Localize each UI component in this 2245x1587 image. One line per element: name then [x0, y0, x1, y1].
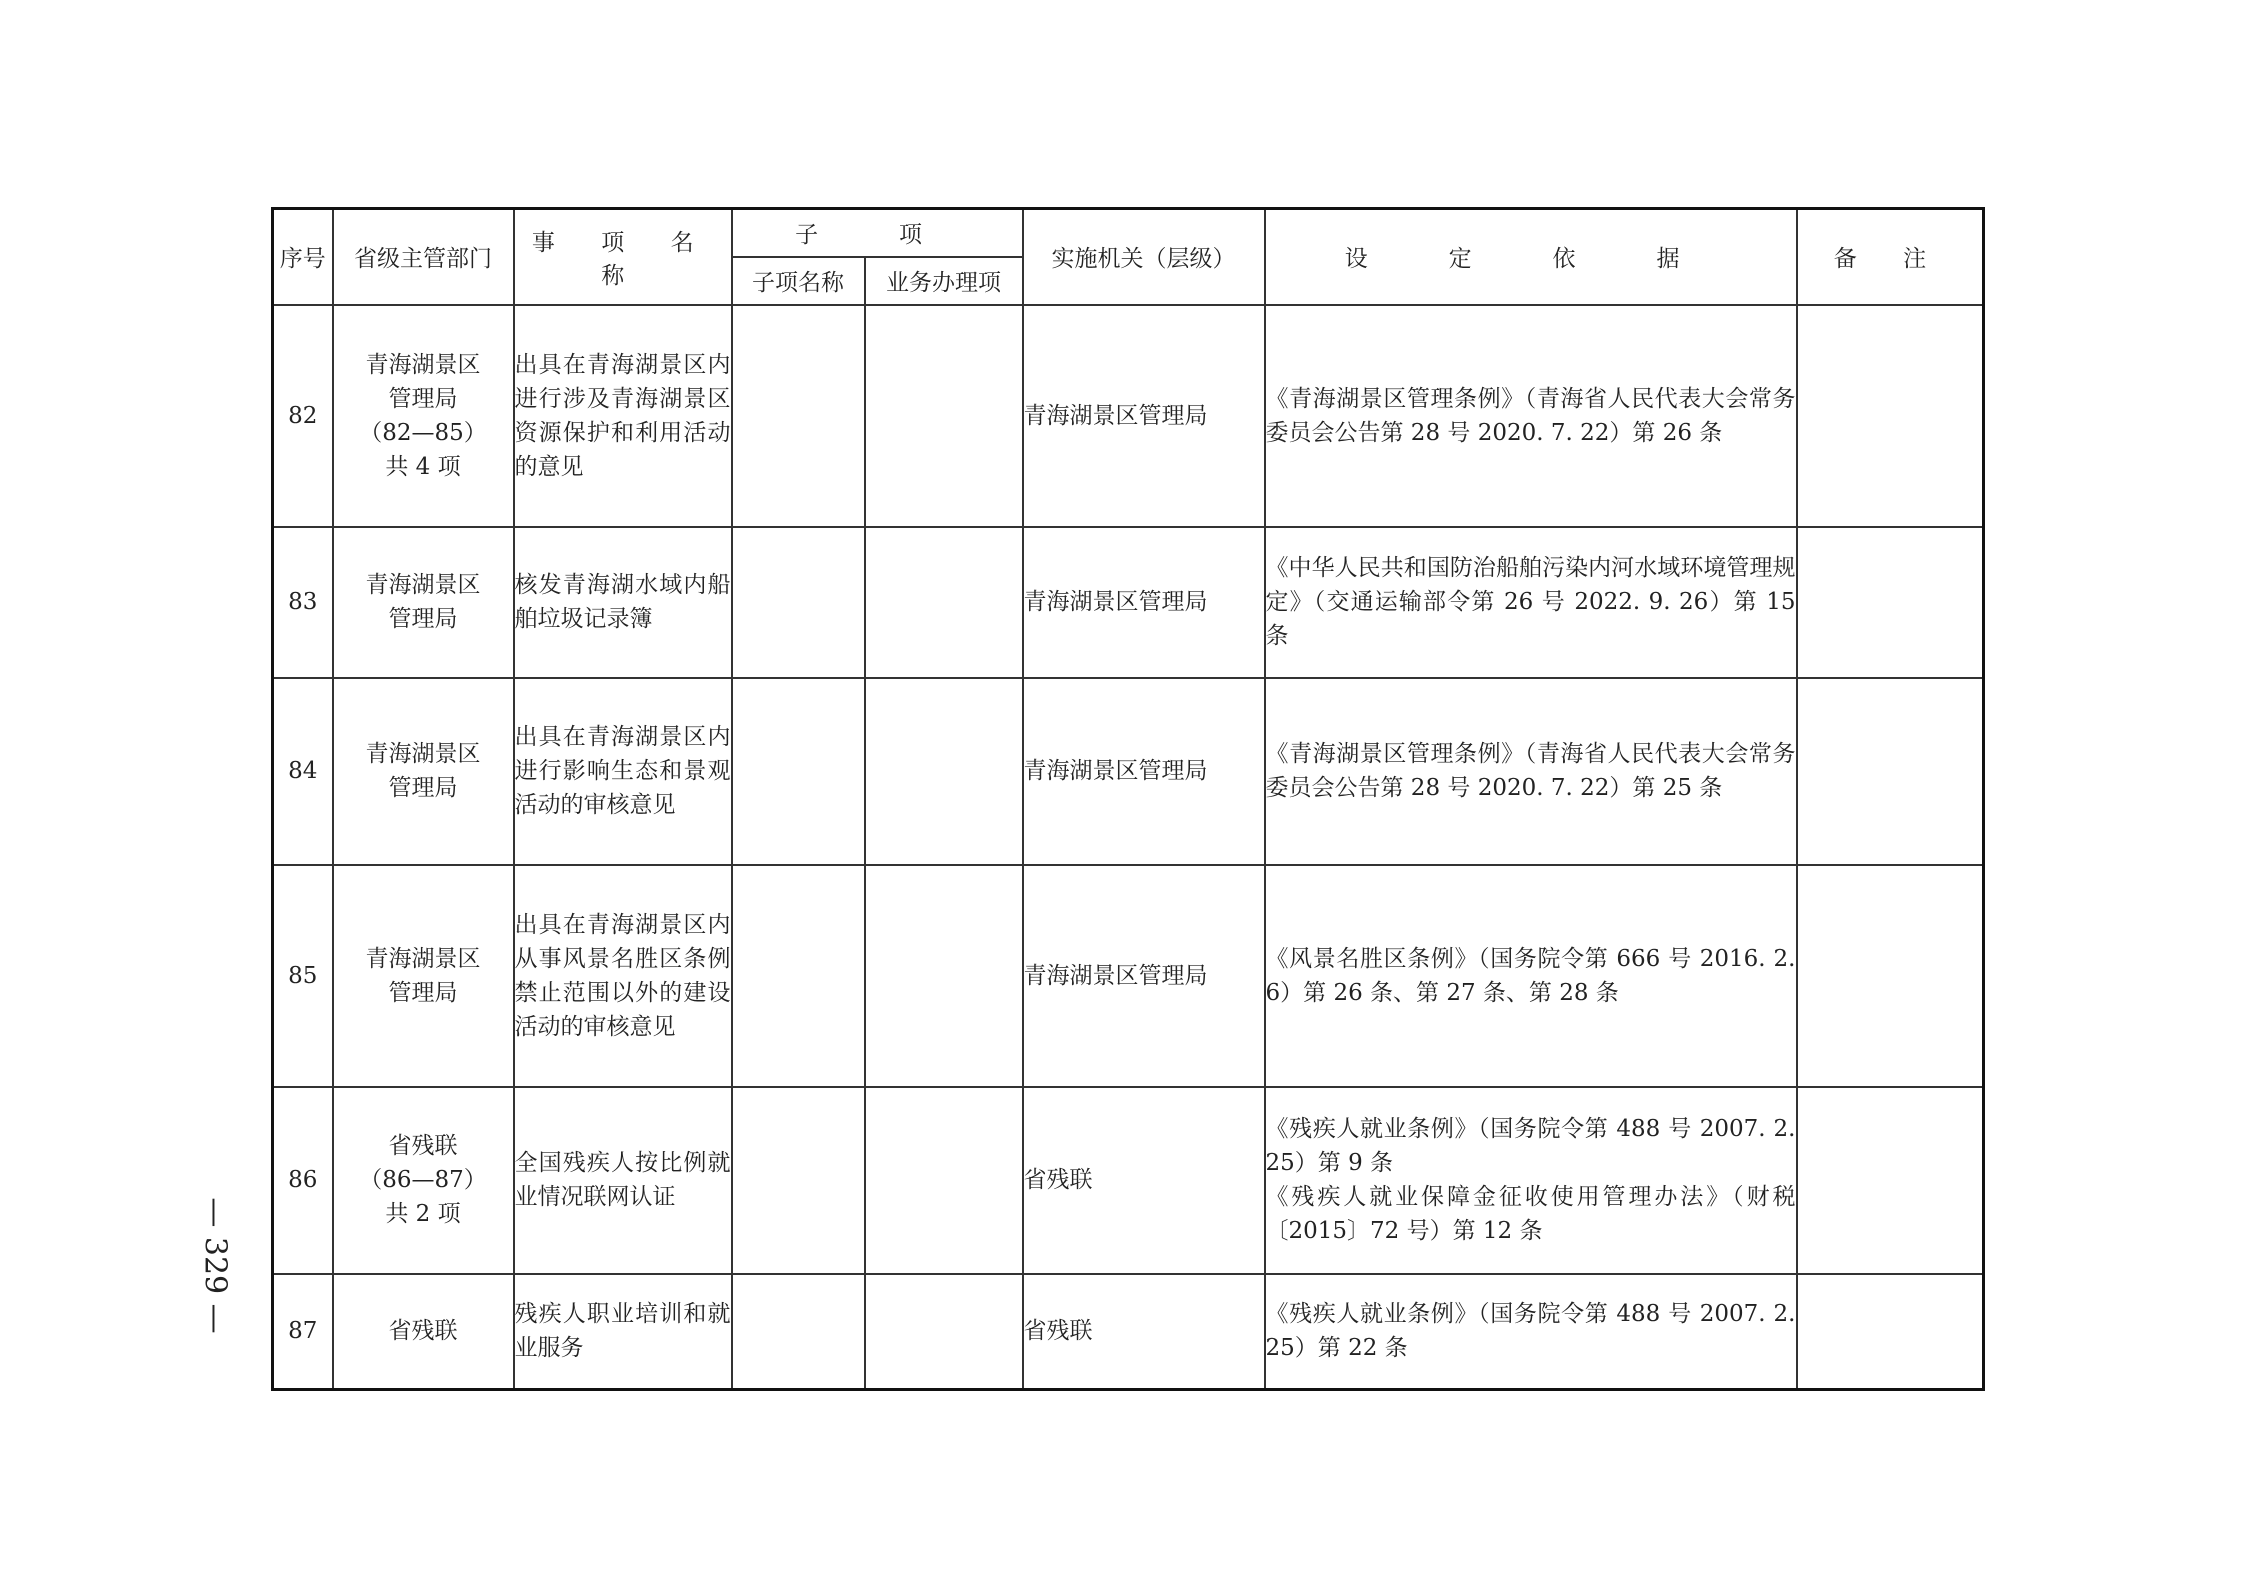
header-sub-business: 业务办理项 — [865, 257, 1023, 305]
sub-item-name — [732, 527, 865, 678]
department-line: 青海湖景区 — [365, 351, 481, 378]
header-dept: 省级主管部门 — [333, 209, 514, 305]
header-remark: 备 注 — [1797, 209, 1984, 305]
department-cell — [333, 305, 514, 527]
remark-cell — [1797, 1087, 1984, 1274]
sub-item-business — [865, 865, 1023, 1087]
legal-basis-line: 《残疾人就业条例》（国务院令第 488 号 2007. 2. 25）第 22 条 — [1265, 1301, 1796, 1362]
remark-cell — [1797, 678, 1984, 865]
item-name: 出具在青海湖景区内从事风景名胜区条例禁止范围以外的建设活动的审核意见 — [514, 865, 732, 1087]
table-row — [273, 1274, 1984, 1390]
row-number: 83 — [273, 527, 333, 678]
sub-item-name — [732, 1274, 865, 1390]
implementing-agency: 青海湖景区管理局 — [1023, 865, 1265, 1087]
item-name: 全国残疾人按比例就业情况联网认证 — [514, 1087, 732, 1274]
department-line: 共 4 项 — [385, 453, 461, 480]
legal-basis-line: 《青海湖景区管理条例》（青海省人民代表大会常务委员会公告第 28 号 2020. 7. 22）第 25 条 — [1265, 741, 1796, 801]
department-line: 管理局 — [388, 385, 458, 412]
item-name: 出具在青海湖景区内进行影响生态和景观活动的审核意见 — [514, 678, 732, 865]
remark-cell — [1797, 1274, 1984, 1390]
table-row — [273, 1087, 1984, 1274]
department-line: 管理局 — [388, 606, 458, 632]
department-line: 管理局 — [388, 979, 458, 1006]
records-table — [271, 207, 1985, 1391]
header-sub: 子 项 — [732, 209, 1023, 257]
department-line: 省残联 — [388, 1318, 458, 1345]
department-line: 青海湖景区 — [365, 945, 481, 972]
department-line: 青海湖景区 — [365, 572, 481, 598]
legal-basis — [1265, 1274, 1797, 1390]
header-agency: 实施机关（层级） — [1023, 209, 1265, 305]
sub-item-name — [732, 678, 865, 865]
table-row — [273, 865, 1984, 1087]
remark-cell — [1797, 305, 1984, 527]
sub-item-business — [865, 305, 1023, 527]
remark-cell — [1797, 865, 1984, 1087]
legal-basis — [1265, 678, 1797, 865]
department-line: （82—85） — [359, 419, 487, 446]
department-line: 共 2 项 — [385, 1201, 461, 1227]
legal-basis-line: 《风景名胜区条例》（国务院令第 666 号 2016. 2. 6）第 26 条、第 27 条、第 28 条 — [1265, 945, 1796, 1006]
sub-item-name — [732, 865, 865, 1087]
department-cell — [333, 865, 514, 1087]
item-name: 残疾人职业培训和就业服务 — [514, 1274, 732, 1390]
implementing-agency: 青海湖景区管理局 — [1023, 527, 1265, 678]
implementing-agency: 青海湖景区管理局 — [1023, 678, 1265, 865]
row-number: 84 — [273, 678, 333, 865]
implementing-agency: 省残联 — [1023, 1087, 1265, 1274]
department-cell — [333, 527, 514, 678]
department-line: （86—87） — [359, 1167, 487, 1193]
legal-basis-line: 《青海湖景区管理条例》（青海省人民代表大会常务委员会公告第 28 号 2020. 7. 22）第 26 条 — [1265, 385, 1796, 446]
department-cell — [333, 1274, 514, 1390]
header-no: 序号 — [273, 209, 333, 305]
header-basis: 设 定 依 据 — [1265, 209, 1797, 305]
header-item: 事 项 名 称 — [514, 209, 732, 305]
item-name: 核发青海湖水域内船舶垃圾记录簿 — [514, 527, 732, 678]
sub-item-business — [865, 678, 1023, 865]
department-cell — [333, 1087, 514, 1274]
legal-basis-line: 《残疾人就业条例》（国务院令第 488 号 2007. 2. 25）第 9 条 — [1265, 1116, 1796, 1176]
department-line: 青海湖景区 — [365, 741, 481, 767]
header-sub-name: 子项名称 — [732, 257, 865, 305]
row-number: 86 — [273, 1087, 333, 1274]
sub-item-name — [732, 305, 865, 527]
row-number: 82 — [273, 305, 333, 527]
table-row — [273, 527, 1984, 678]
legal-basis — [1265, 865, 1797, 1087]
item-name: 出具在青海湖景区内进行涉及青海湖景区资源保护和利用活动的意见 — [514, 305, 732, 527]
implementing-agency: 省残联 — [1023, 1274, 1265, 1390]
department-line: 省残联 — [388, 1133, 458, 1159]
sub-item-business — [865, 1087, 1023, 1274]
implementing-agency: 青海湖景区管理局 — [1023, 305, 1265, 527]
legal-basis — [1265, 527, 1797, 678]
department-line: 管理局 — [388, 775, 458, 801]
sub-item-business — [865, 527, 1023, 678]
legal-basis — [1265, 1087, 1797, 1274]
table-row — [273, 678, 1984, 865]
sub-item-name — [732, 1087, 865, 1274]
legal-basis-line: 《中华人民共和国防治船舶污染内河水域环境管理规定》（交通运输部令第 26 号 2022. 9. 26）第 15 条 — [1265, 555, 1796, 649]
table-row — [273, 305, 1984, 527]
row-number: 87 — [273, 1274, 333, 1390]
legal-basis-line: 《残疾人就业保障金征收使用管理办法》（财税〔2015〕72 号）第 12 条 — [1265, 1184, 1796, 1244]
legal-basis — [1265, 305, 1797, 527]
sub-item-business — [865, 1274, 1023, 1390]
page-number: — 329 — — [197, 1196, 233, 1334]
remark-cell — [1797, 527, 1984, 678]
row-number: 85 — [273, 865, 333, 1087]
department-cell — [333, 678, 514, 865]
